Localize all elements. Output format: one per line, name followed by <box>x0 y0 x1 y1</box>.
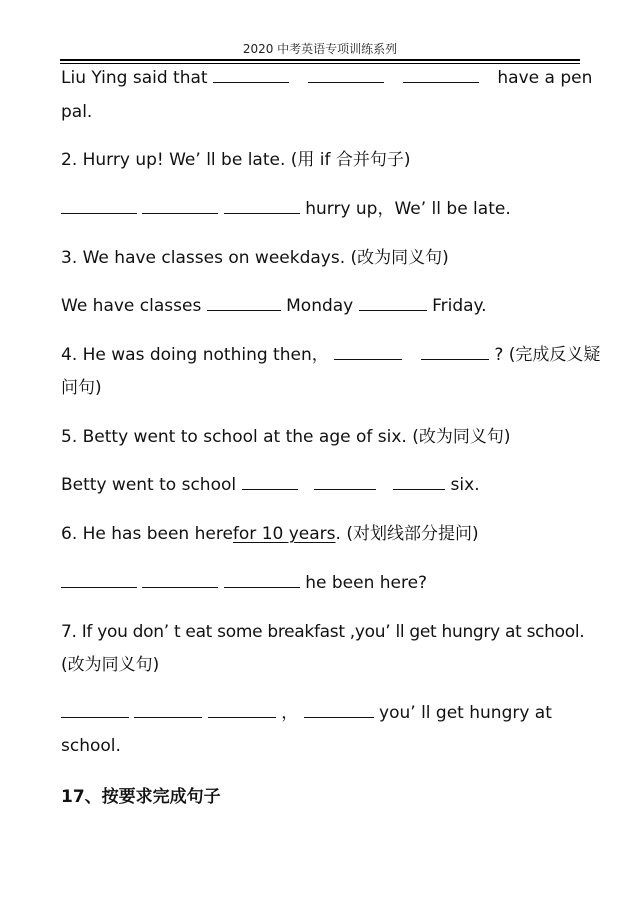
q4-line2: 问句) <box>61 378 102 398</box>
q5-answer-line <box>61 469 582 502</box>
q3-prompt: 3. We have classes on weekdays. (改为同义句) <box>61 248 449 268</box>
answer-blank[interactable] <box>208 697 276 718</box>
q2-answer-text: hurry up，We’ ll be late. <box>305 199 511 219</box>
q1-line1 <box>61 62 593 95</box>
q3-answer-mid: Monday <box>286 296 354 316</box>
q7-answer-comma: ， <box>281 703 299 723</box>
answer-blank[interactable] <box>308 62 384 83</box>
answer-blank[interactable] <box>142 567 218 588</box>
answer-blank[interactable] <box>61 193 137 214</box>
q7-answer-post: you’ ll get hungry at <box>379 703 552 723</box>
q6-prompt-post: . (对划线部分提问) <box>335 524 479 544</box>
q3-answer-line <box>61 290 582 323</box>
section-heading: 17、按要求完成句子 <box>61 787 221 807</box>
q2-prompt: 2. Hurry up! We’ ll be late. (用 if 合并句子) <box>61 150 411 170</box>
q1-text-post: have a pen <box>497 68 593 88</box>
answer-blank[interactable] <box>314 469 376 490</box>
answer-blank[interactable] <box>61 567 137 588</box>
q6-prompt-pre: 6. He has been here <box>61 524 233 544</box>
q6-prompt <box>61 518 582 551</box>
q4-text-pre: 4. He was doing nothing then， <box>61 345 329 365</box>
answer-blank[interactable] <box>224 193 300 214</box>
answer-blank[interactable] <box>304 697 374 718</box>
q5-answer-post: six. <box>450 475 480 495</box>
q5-prompt: 5. Betty went to school at the age of six. (改为同义句) <box>61 427 511 447</box>
q2-answer-line <box>61 193 582 226</box>
answer-blank[interactable] <box>134 697 202 718</box>
q7-answer-line1 <box>61 697 582 730</box>
header-rule-thick <box>60 59 580 61</box>
answer-blank[interactable] <box>334 339 402 360</box>
q6-prompt-underlined: for 10 years <box>232 524 336 544</box>
q7-line1: 7. If you don’ t eat some breakfast ,you’ ll get hungry at school. <box>61 622 585 642</box>
answer-blank[interactable] <box>393 469 445 490</box>
answer-blank[interactable] <box>224 567 300 588</box>
q4-line1 <box>61 339 601 372</box>
answer-blank[interactable] <box>359 290 427 311</box>
q6-answer-line <box>61 567 582 600</box>
answer-blank[interactable] <box>242 469 298 490</box>
q7-answer-line2: school. <box>61 736 121 756</box>
page-header: 2020 中考英语专项训练系列 <box>242 42 398 56</box>
answer-blank[interactable] <box>403 62 479 83</box>
answer-blank[interactable] <box>421 339 489 360</box>
answer-blank[interactable] <box>142 193 218 214</box>
q3-answer-post: Friday. <box>432 296 487 316</box>
q3-answer-pre: We have classes <box>61 296 202 316</box>
q1-text-pre: Liu Ying said that <box>61 68 208 88</box>
q1-line2: pal. <box>61 102 93 122</box>
q7-line2: (改为同义句) <box>61 655 160 675</box>
q6-answer-text: he been here? <box>305 573 428 593</box>
answer-blank[interactable] <box>213 62 289 83</box>
answer-blank[interactable] <box>61 697 129 718</box>
answer-blank[interactable] <box>207 290 281 311</box>
q4-text-post: ? (完成反义疑 <box>494 345 601 365</box>
q5-answer-pre: Betty went to school <box>61 475 237 495</box>
